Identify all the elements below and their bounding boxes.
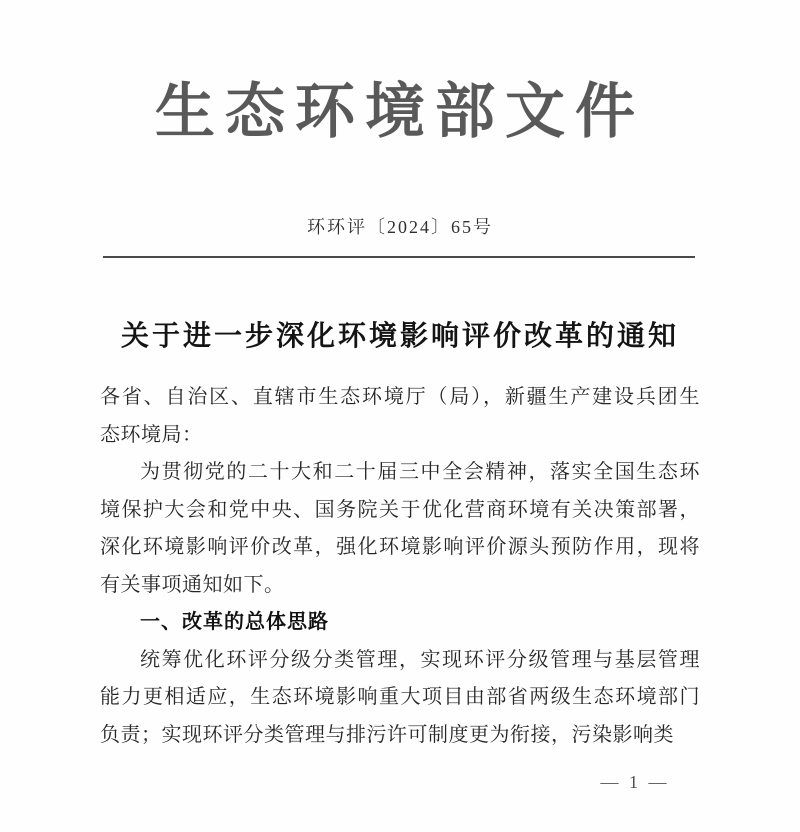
notice-title: 关于进一步深化环境影响评价改革的通知	[120, 321, 679, 352]
body-line: 为贯彻党的二十大和二十届三中全会精神，落实全国生态环	[140, 461, 700, 483]
body-line: 态环境局：	[100, 423, 203, 446]
body-line: 境保护大会和党中央、国务院关于优化营商环境有关决策部署，	[100, 498, 700, 521]
page-number: — 1 —	[600, 772, 670, 792]
body-line: 能力更相适应，生态环境影响重大项目由部省两级生态环境部门	[100, 686, 700, 708]
paragraph	[100, 454, 700, 604]
document-body	[100, 379, 700, 754]
header-separator-line	[103, 256, 695, 258]
body-line: 负责；实现环评分类管理与排污许可制度更为衔接，污染影响类	[100, 723, 674, 746]
body-line: 各省、自治区、直辖市生态环境厅（局），新疆生产建设兵团生	[100, 386, 700, 408]
section-heading	[100, 604, 700, 642]
paragraph	[100, 642, 700, 755]
paragraph	[100, 379, 700, 454]
body-line: 有关事项通知如下。	[100, 573, 285, 596]
body-line: 深化环境影响评价改革，强化环境影响评价源头预防作用，现将	[100, 536, 700, 558]
document-number: 环环评〔2024〕65号	[307, 217, 493, 237]
body-line: 统筹优化环评分级分类管理，实现环评分级管理与基层管理	[140, 648, 700, 671]
section-heading-text: 一、改革的总体思路	[140, 611, 329, 633]
issuing-agency-title: 生态环境部文件	[155, 79, 645, 145]
